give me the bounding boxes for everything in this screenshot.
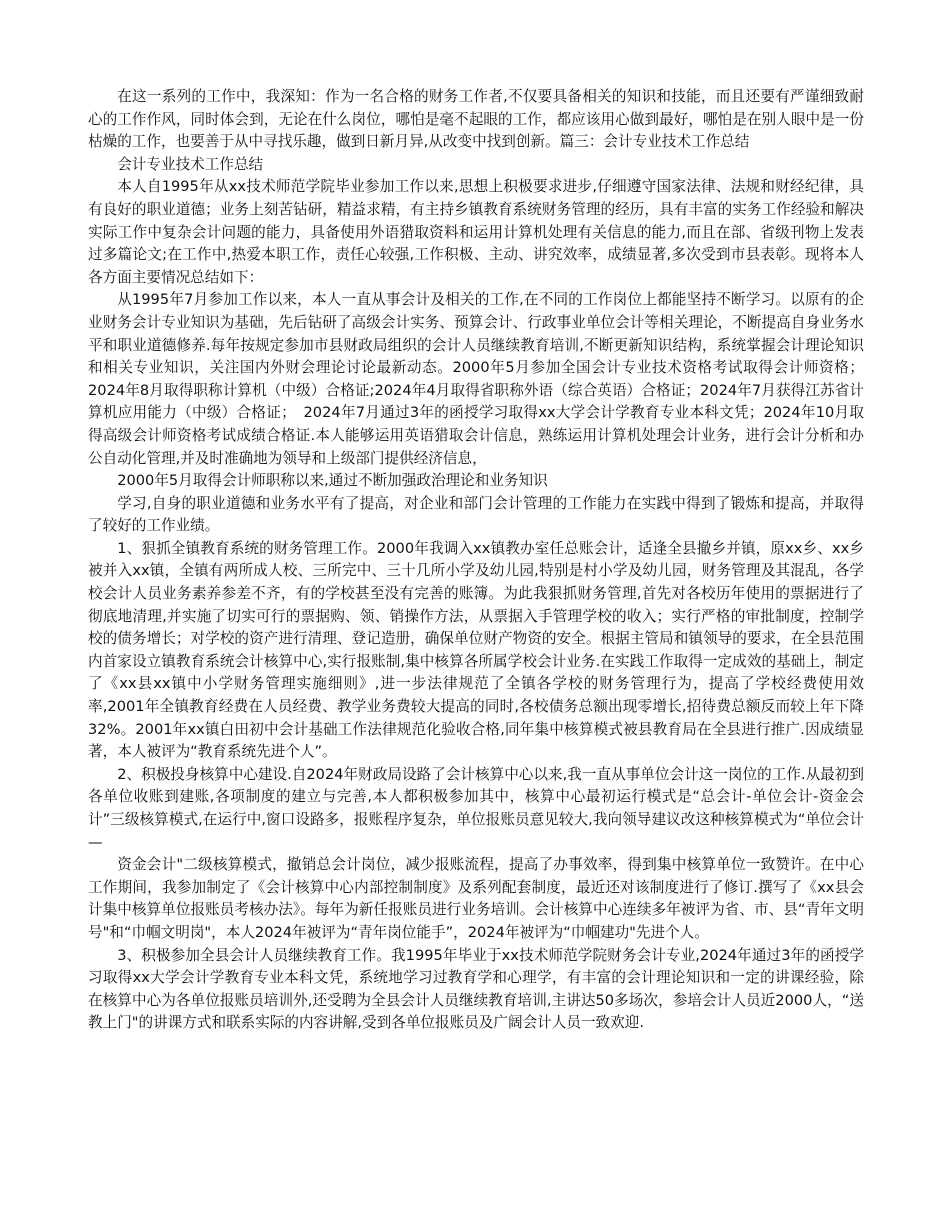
paragraph-8: 2、积极投身核算中心建设.自2024年财政局设路了会计核算中心以来,我一直从事单位会计这一岗位的工作.从最初到各单位收账到建账,各项制度的建立与完善,本人都积极参加其中，核算中心最初运行模式是“总会计-单位会计-资金会计”三级核算模式,在运行中,窗口设路多，报账程序复杂，单位报账员意见较大,我向领导建议改这种核算模式为“单位会计— — [88, 765, 864, 851]
document-body — [88, 86, 864, 1035]
paragraph-1: 在这一系列的工作中，我深知：作为一名合格的财务工作者,不仅要具备相关的知识和技能，而且还要有严谨细致耐心的工作作风，同时体会到，无论在什么岗位，哪怕是毫不起眼的工作，都应该用心做到最好，哪怕是在别人眼中是一份枯燥的工作，也要善于从中寻找乐趣，做到日新月异,从改变中找到创新。篇三：会计专业技术工作总结 — [88, 88, 864, 151]
paragraph-3: 本人自1995年从xx技术师范学院毕业参加工作以来,思想上积极要求进步,仔细遵守国家法律、法规和财经纪律，具有良好的职业道德；业务上刻苦钻研，精益求精，有主持乡镇教育系统财务管理的经历，具有丰富的实务工作经验和解决实际工作中复杂会计问题的能力，具备使用外语猎取资料和运用计算机处理有关信息的能力,而且在部、省级刊物上发表过多篇论文;在工作中,热爱本职工作，责任心较强,工作积极、主动、讲究效率，成绩显著,多次受到市县表彰。现将本人各方面主要情况总结如下： — [88, 178, 864, 286]
paragraph-6: 学习,自身的职业道德和业务水平有了提高，对企业和部门会计管理的工作能力在实践中得到了锻炼和提高，并取得了较好的工作业绩。 — [88, 494, 864, 535]
paragraph-4: 从1995年7月参加工作以来，本人一直从事会计及相关的工作,在不同的工作岗位上都能坚持不断学习。以原有的企业财务会计专业知识为基础，先后钻研了高级会计实务、预算会计、行政事业单位会计等相关理论，不断提高自身业务水平和职业道德修养.每年按规定参加市县财政局组织的会计人员继续教育培训,不断更新知识结构，系统掌握会计理论知识和相关专业知识，关注国内外财会理论讨论最新动态。2000年5月参加全国会计专业技术资格考试取得会计师资格；2024年8月取得职称计算机（中级）合格证;2024年4月取得省职称外语（综合英语）合格证；2024年7月获得江苏省计算机应用能力（中级）合格证； 2024年7月通过3年的函授学习取得xx大学会计学教育专业本科文凭；2024年10月取得高级会计师资格考试成绩合格证.本人能够运用英语猎取会计信息，熟练运用计算机处理会计业务，进行会计分析和办公自动化管理,并及时准确地为领导和上级部门提供经济信息， — [88, 291, 864, 467]
paragraph-5: 2000年5月取得会计师职称以来,通过不断加强政治理论和业务知识 — [117, 472, 548, 490]
paragraph-10: 3、积极参加全县会计人员继续教育工作。我1995年毕业于xx技术师范学院财务会计专业,2024年通过3年的函授学习取得xx大学会计学教育专业本科文凭，系统地学习过教育学和心理学，有丰富的会计理论知识和一定的讲课经验，除在核算中心为各单位报账员培训外,还受聘为全县会计人员继续教育培训,主讲达50多场次，参培会计人员近2000人，“送教上门"的讲课方式和联系实际的内容讲解,受到各单位报账员及广阔会计人员一致欢迎. — [88, 946, 864, 1032]
paragraph-9: 资金会计"二级核算模式，撤销总会计岗位，减少报账流程，提高了办事效率，得到集中核算单位一致赞许。在中心工作期间，我参加制定了《会计核算中心内部控制制度》及系列配套制度，最近还对该制度进行了修订.撰写了《xx县会计集中核算单位报账员考核办法》。每年为新任报账员进行业务培训。会计核算中心连续多年被评为省、市、县“青年文明号"和“巾帼文明岗"，本人2024年被评为“青年岗位能手”，2024年被评为“巾帼建功"先进个人。 — [88, 856, 864, 941]
paragraph-7: 1、狠抓全镇教育系统的财务管理工作。2000年我调入xx镇教办室任总账会计，适逢全县撤乡并镇，原xx乡、xx乡被并入xx镇，全镇有两所成人校、三所完中、三十几所小学及幼儿园,特别是村小学及幼儿园，财务管理及其混乱，各学校会计人员业务素养参差不齐，有的学校甚至没有完善的账簿。为此我狠抓财务管理,首先对各校历年使用的票据进行了彻底地清理,并实施了切实可行的票据购、领、销操作方法，从票据入手管理学校的收入；实行严格的审批制度，控制学校的债务增长；对学校的资产进行清理、登记造册，确保单位财产物资的安全。根据主管局和镇领导的要求，在全县范围内首家设立镇教育系统会计核算中心,实行报账制,集中核算各所属学校会计业务.在实践工作取得一定成效的基础上，制定了《xx县xx镇中小学财务管理实施细则》,进一步法律规范了全镇各学校的财务管理行为，提高了学校经费使用效率,2001年全镇教育经费在人员经费、教学业务费较大提高的同时,各校债务总额出现零增长,招待费总额反而较上年下降32%。2001年xx镇白田初中会计基础工作法律规范化验收合格,同年集中核算模式被县教育局在全县进行推广.因成绩显著，本人被评为“教育系统先进个人”。 — [88, 539, 864, 761]
paragraph-2-heading: 会计专业技术工作总结 — [117, 155, 264, 173]
